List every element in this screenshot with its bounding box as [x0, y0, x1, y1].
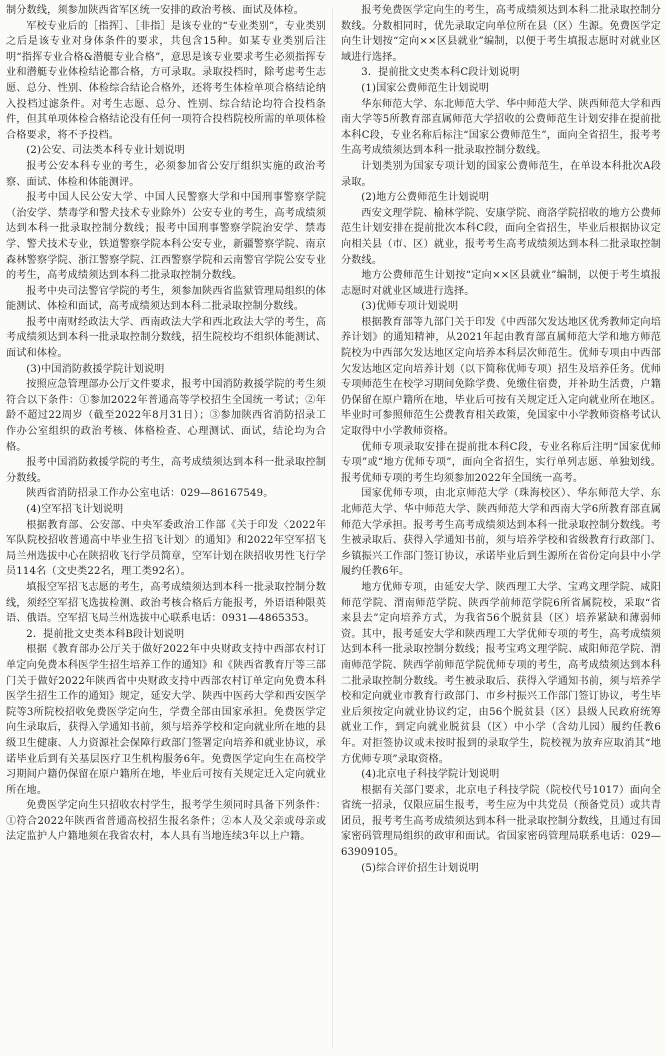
paragraph: 报考公安本科专业的考生，必须参加省公安厅组织实施的政治考察、面试、体检和体能测评。 [6, 160, 326, 188]
column-divider [332, 8, 333, 1048]
paragraph: 国家优师专项，由北京师范大学（珠海校区）、华东师范大学、东北师范大学、华中师范大学、陕西师范大学和西南大学6所教育部直属师范大学承担。报考考生高考成绩须达到本科一批录取控制分数线。考生被录取后、获得入学通知书前，须与培养学校和省级教育行政部门、乡镇振兴工作部门签订协议，承诺毕业后到生源所在省份定向县中小学履约任教6年。 [341, 488, 661, 578]
section-heading: (4)北京电子科技学院计划说明 [361, 769, 500, 781]
paragraph: 报考中南财经政法大学、西南政法大学和西北政法大学的考生，高考成绩须达到本科一批录取控制分数线，招生院校均不组织体能测试、面试和体检。 [6, 316, 326, 360]
section-heading: (3)中国消防救援学院计划说明 [26, 363, 165, 375]
paragraph: 按照应急管理部办公厅文件要求，报考中国消防救援学院的考生须符合以下条件：①参加2022年普通高等学校招生全国统一考试；②年龄不超过22周岁（截至2022年8月31日）；③参加陕西省消防招录工作办公室组织的政治考核、体格检查、心理测试、面试，结论均为合格。 [6, 379, 326, 453]
paragraph: 根据《教育部办公厅关于做好2022年中央财政支持中西部农村订单定向免费本科医学生招生培养工作的通知》和《陕西省教育厅等三部门关于做好2022年陕西省中央财政支持中西部农村订单定向免费本科医学生招生工作的通知》规定，延安大学、陕西中医药大学和西安医学院等3所院校招收免费医学定向生，学费全部由国家承担。免费医学定向生录取后，获得入学通知书前，须与培养学校和定向就业所在地的县级卫生健康、人力资源社会保障行政部门签署定向培养和就业协议，承诺毕业后到有关基层医疗卫生机构服务6年。免费医学定向生在高校学习期间户籍仍保留在原户籍所在地，毕业后可按有关规定迁入定向就业所在地。 [6, 644, 326, 796]
paragraph: 填报空军招飞志愿的考生，高考成绩须达到本科一批录取控制分数线，须经空军招飞选拔检测、政治考核合格后方能报考，外语语种限英语、俄语。空军招飞局兰州选拔中心联系电话：0931—4865353。 [6, 581, 326, 625]
paragraph: 根据教育部、公安部、中央军委政治工作部《关于印发〈2022年军队院校招收普通高中毕业生招飞计划〉的通知》和2022年空军招飞局兰州选拔中心在陕招收飞行学员简章，空军计划在陕招收男性飞行学员114名（文史类22名，理工类92名）。 [6, 519, 326, 578]
paragraph: 地方优师专项，由延安大学、陕西理工大学、宝鸡文理学院、咸阳师范学院、渭南师范学院、陕西学前师范学院6所省属院校，采取“省来县去”定向培养方式，为我省56个脱贫县（区）培养紧缺和薄弱师资。其中，报考延安大学和陕西理工大学优师专项的考生，高考成绩须达到本科一批录取控制分数线；报考宝鸡文理学院、咸阳师范学院、渭南师范学院、陕西学前师范学院优师专项的考生，高考成绩须达到本科二批录取控制分数线。考生被录取后、获得入学通知书前，须与培养学校和定向就业市教育行政部门、市乡村振兴工作部门签订协议，考生毕业后须按定向就业协议约定，由56个脱贫县（区）县级人民政府统筹就业工作，到定向就业脱贫县（区）中小学（含幼儿园）履约任教6年。对拒签协议或未按时报到的录取学生，院校视为放弃应取消其“地方优师专项”录取资格。 [341, 581, 661, 765]
section-heading: 2．提前批文史类本科B段计划说明 [26, 628, 185, 640]
paragraph: 优师专项录取安排在提前批本科C段，专业名称后注明“国家优师专项”或“地方优师专项”，面向全省招生，实行单列志愿、单独划线。报考优师专项的考生均须参加2022年全国统一高考。 [341, 441, 661, 484]
right-text-column [341, 3, 661, 1055]
section-heading: (3)优师专项计划说明 [361, 301, 459, 313]
paragraph: 根据教育部等九部门关于印发《中西部欠发达地区优秀教师定向培养计划》的通知精神，从2021年起由教育部直属师范大学和地方师范院校为中西部欠发达地区定向培养本科层次师范生。优师专项由中西部欠发达地区定向培养计划（以下简称优师专项）招生及培养任务。优师专项师范生在校学习期间免除学费、免缴住宿费，并补助生活费，户籍仍保留在原户籍所在地，毕业后可按有关规定迁入定向就业所在地区。毕业时可参照师范生公费教育相关政策，免国家中小学教师资格考试认定取得中小学教师资格。 [341, 316, 661, 438]
section-heading: (4)空军招飞计划说明 [26, 504, 124, 515]
section-heading: (1)国家公费师范生计划说明 [361, 82, 490, 94]
paragraph: 地方公费师范生计划按“定向××区县就业”编制，以便于考生填报志愿时对就业区域进行选择。 [341, 270, 661, 297]
left-text-column [6, 3, 326, 1055]
section-heading: (2)地方公费师范生计划说明 [361, 192, 490, 204]
paragraph: 计划类别为国家专项计划的国家公费师范生，在单设本科批次A段录取。 [341, 160, 661, 188]
section-heading: (2)公安、司法类本科专业计划说明 [26, 145, 185, 157]
paragraph: 军校专业后的［指挥］、［非指］是该专业的“专业类别”，专业类别之后是该专业对身体条件的要求，共包含15种。如某专业类别后注明“指挥专业合格&潜艇专业合格”，意思是该专业要求考生必须指挥专业和潜艇专业体检结论都合格，方可录取。录取投档时，除考虑考生志愿、总分、性别、体检综合结论合格外，还将考生体检单项合格结论纳入投档过滤条件。对考生志愿、总分、性别、综合结论均符合投档条件，但其单项体检合格结论没有任何一项符合投档院校所需的单项体检合格要求，将不予投档。 [6, 20, 326, 141]
paragraph: 根据有关部门要求，北京电子科技学院（院校代号1017）面向全省统一招录，仅限应届生报考，考生应为中共党员（预备党员）或共青团员，报考考生高考成绩须达到本科一批录取控制分数线，且通过有国家密码管理局组织的政审和面试。省国家密码管理局联系电话：029—63909105。 [341, 784, 661, 859]
section-heading: 3．提前批文史类本科C段计划说明 [361, 67, 520, 79]
paragraph: 免费医学定向生只招收农村学生，报考学生须同时具备下列条件：①符合2022年陕西省普通高校招生报名条件；②本人及父亲或母亲或法定监护人户籍地须在我省农村，本人具有当地连续3年以上户籍。 [6, 800, 326, 843]
section-heading: (5)综合评价招生计划说明 [361, 862, 479, 874]
paragraph: 报考中央司法警官学院的考生，须参加陕西省监狱管理局组织的体能测试、体检和面试，高考成绩须达到本科二批录取控制分数线。 [6, 285, 326, 313]
paragraph: 华东师范大学、东北师范大学、华中师范大学、陕西师范大学和西南大学等5所教育部直属师范大学招收的公费师范生计划安排在提前批本科C段，专业名称后标注“国家公费师范生”，面向全省招生，报考考生高考成绩须达到本科一批录取控制分数线。 [341, 98, 661, 157]
paragraph: 报考中国消防救援学院的考生，高考成绩须达到本科一批录取控制分数线。 [6, 457, 326, 484]
paragraph: 制分数线，须参加陕西省军区统一安排的政治考核、面试及体检。 [6, 5, 304, 16]
paragraph: 陕西省消防招录工作办公室电话：029—86167549。 [26, 488, 274, 500]
paragraph: 报考免费医学定向生的考生，高考成绩须达到本科二批录取控制分数线。分数相同时，优先录取定向单位所在县（区）生源。免费医学定向生计划按“定向××区县就业”编制，以便于考生填报志愿时对就业区域进行选择。 [341, 5, 661, 63]
paragraph: 西安文理学院、榆林学院、安康学院、商洛学院招收的地方公费师范生计划安排在提前批次本科C段，面向全省招生，毕业后根据协议定向相关县（市、区）就业，报考考生高考成绩须达到本科二批录取控制分数线。 [341, 207, 661, 266]
paragraph: 报考中国人民公安大学、中国人民警察大学和中国刑事警察学院（治安学、禁毒学和警犬技术专业除外）公安专业的考生，高考成绩须达到本科一批录取控制分数线；报考中国刑事警察学院治安学、禁毒学、警犬技术专业，铁道警察学院本科公安专业，新疆警察学院、南京森林警察学院、浙江警察学院、江西警察学院和云南警官学院公安专业的考生，高考成绩须达到本科二批录取控制分数线。 [6, 192, 326, 282]
